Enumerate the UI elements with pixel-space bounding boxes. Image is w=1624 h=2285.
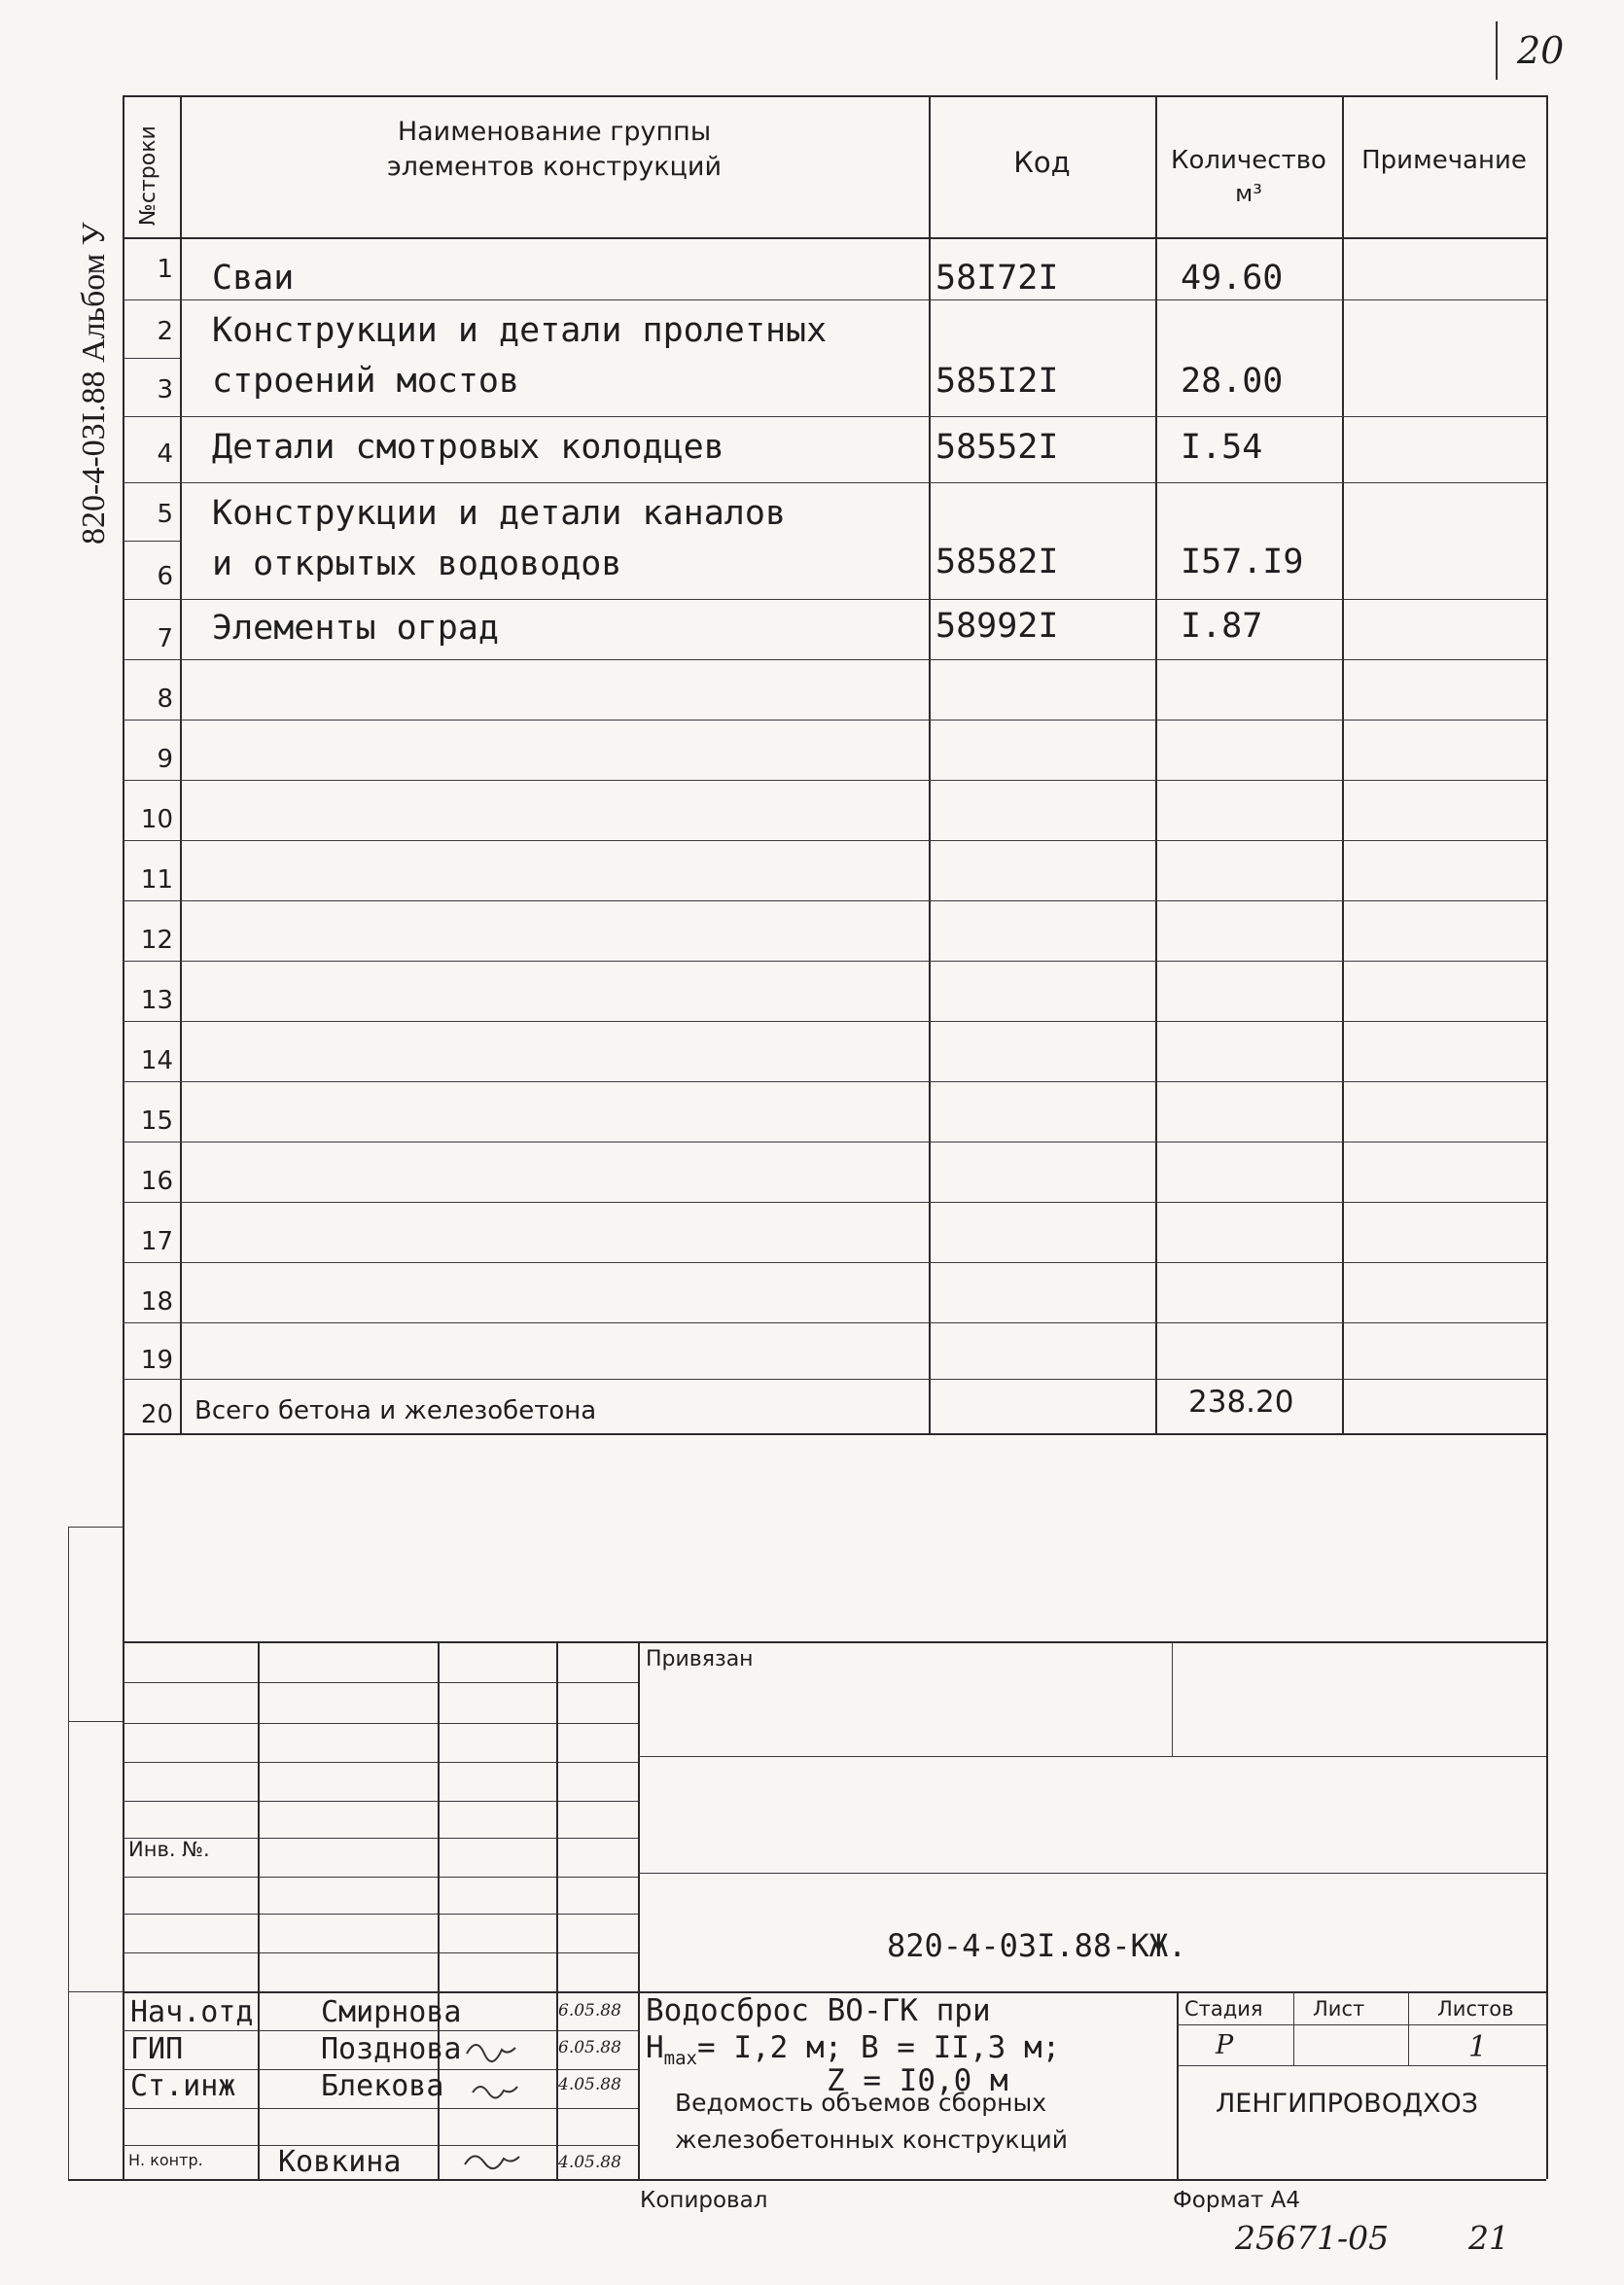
table-row-code: 58992I [936, 607, 1059, 646]
page-number: 20 [1517, 29, 1565, 72]
staff-role: Н. контр. [128, 2151, 203, 2169]
title-line-3: Z = I0,0 м [827, 2063, 1008, 2098]
inv-no-label: Инв. №. [128, 1838, 210, 1861]
row-number: 1 [157, 255, 173, 284]
privyazan-label: Привязан [646, 1647, 754, 1671]
staff-date: 6.05.88 [558, 2038, 621, 2057]
row-number: 12 [140, 926, 173, 955]
staff-date: 4.05.88 [558, 2075, 621, 2094]
header-qty: Количество м³ [1171, 146, 1326, 208]
staff-role: Ст.инж [130, 2069, 236, 2103]
row-number: 9 [157, 745, 173, 774]
table-row-code: 585I2I [936, 362, 1059, 401]
signature-scribbles [438, 1993, 556, 2178]
archive-number: 25671-05 [1235, 2219, 1390, 2257]
row-number: 3 [157, 375, 173, 404]
table-row-qty: 28.00 [1181, 362, 1284, 401]
sheet-label: Лист [1313, 1997, 1365, 2021]
table-row-name: Конструкции и детали каналов [212, 494, 787, 533]
table-row-code: 58582I [936, 543, 1059, 581]
row-number: 18 [140, 1287, 173, 1317]
row-number: 5 [157, 500, 173, 529]
staff-name: Ковкина [278, 2145, 402, 2179]
table-row-code: 58552I [936, 428, 1059, 467]
row-number: 15 [140, 1107, 173, 1136]
row-number: 11 [140, 865, 173, 895]
table-row-name: Элементы оград [212, 609, 500, 648]
drawing-designation: 820-4-03I.88-КЖ. [887, 1927, 1187, 1964]
copied-label: Копировал [640, 2188, 768, 2213]
staff-role: Нач.отд [130, 1995, 254, 2029]
table-row-qty: I.54 [1181, 428, 1263, 467]
sheets-label: Листов [1437, 1997, 1514, 2021]
side-label: 820-4-03I.88 Альбом У [76, 222, 112, 545]
title-line-1: Водосброс ВО-ГК при [646, 1993, 991, 2028]
title-line-5: железобетонных конструкций [675, 2126, 1069, 2154]
total-qty: 238.20 [1188, 1385, 1294, 1420]
header-code: Код [1013, 146, 1071, 179]
organization: ЛЕНГИПРОВОДХОЗ [1216, 2089, 1479, 2119]
table-row-name: Конструкции и детали пролетных [212, 311, 828, 350]
row-number: 14 [140, 1046, 173, 1075]
table-row-qty: I57.I9 [1181, 543, 1304, 581]
stage-label: Стадия [1184, 1997, 1263, 2021]
table-row-name: строений мостов [212, 362, 520, 401]
row-number: 7 [157, 624, 173, 653]
header-name: Наименование группы элементов конструкций [386, 117, 722, 183]
sheets-value: 1 [1468, 2030, 1488, 2064]
staff-name: Блекова [321, 2069, 444, 2103]
total-label: Всего бетона и железобетона [194, 1396, 597, 1425]
row-number: 4 [157, 439, 173, 469]
row-number: 16 [140, 1167, 173, 1196]
row-number: 8 [157, 685, 173, 714]
table-row-name: и открытых водоводов [212, 545, 622, 583]
format-label: Формат А4 [1173, 2188, 1300, 2213]
row-number: 6 [157, 562, 173, 591]
table-row-name: Сваи [212, 259, 295, 298]
stage-value: Р [1216, 2030, 1234, 2060]
title-line-4: Ведомость объемов сборных [675, 2089, 1047, 2117]
page-number-border [1496, 21, 1498, 80]
row-number: 19 [140, 1346, 173, 1375]
table-row-code: 58I72I [936, 259, 1059, 298]
title-line-2: $H_{max}= I,2$ м; В = II,3 м; [646, 2030, 1061, 2070]
row-number: 13 [140, 986, 173, 1015]
staff-role: ГИП [130, 2032, 184, 2066]
table-row-qty: I.87 [1181, 607, 1263, 646]
header-note: Примечание [1361, 146, 1527, 175]
archive-page: 21 [1468, 2219, 1509, 2257]
row-number: 20 [140, 1400, 173, 1429]
row-number: 2 [157, 317, 173, 346]
header-row-no: №строки [136, 125, 160, 226]
staff-name: Позднова [321, 2032, 462, 2066]
staff-date: 6.05.88 [558, 2001, 621, 2021]
table-row-qty: 49.60 [1181, 259, 1284, 298]
staff-name: Смирнова [321, 1995, 462, 2029]
staff-date: 4.05.88 [558, 2153, 621, 2172]
row-number: 17 [140, 1227, 173, 1256]
table-row-name: Детали смотровых колодцев [212, 428, 724, 467]
row-number: 10 [140, 805, 173, 834]
